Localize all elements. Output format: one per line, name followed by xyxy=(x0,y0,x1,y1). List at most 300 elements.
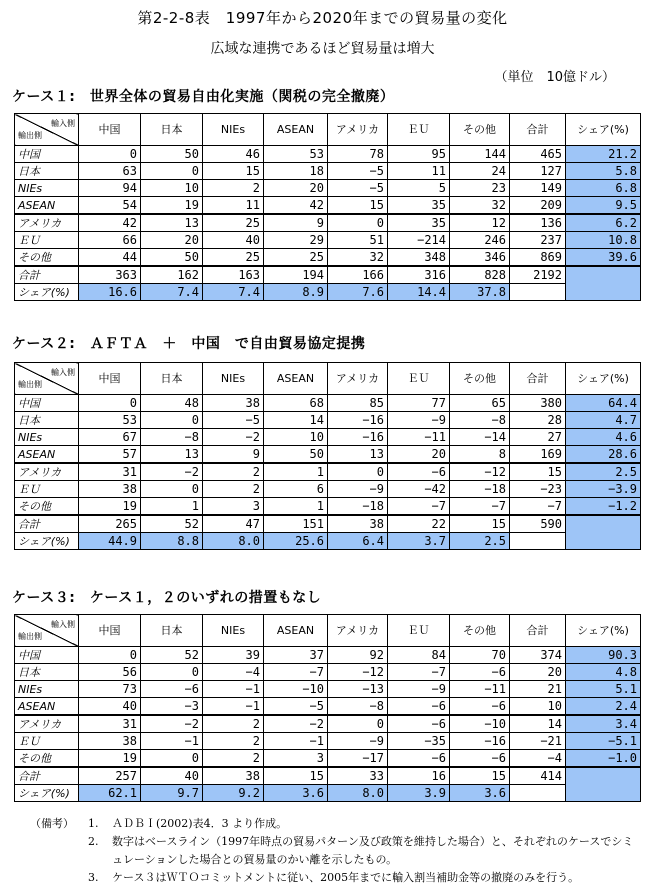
value-cell: −7 xyxy=(388,664,450,681)
value-cell: 28 xyxy=(510,412,566,429)
table-row xyxy=(15,664,641,681)
value-cell: 13 xyxy=(328,446,388,464)
share-cell: 3.4 xyxy=(566,715,641,733)
value-cell: 11 xyxy=(203,197,264,215)
value-cell: 21 xyxy=(510,681,566,698)
value-cell: 0 xyxy=(328,715,388,733)
value-cell: 380 xyxy=(510,395,566,412)
column-header: その他 xyxy=(450,363,510,395)
note-number: 3. xyxy=(88,871,99,884)
row-label: ASEAN xyxy=(15,446,79,464)
value-cell: 92 xyxy=(328,647,388,664)
share-value-cell: 37.8 xyxy=(450,284,510,301)
column-header: NIEs xyxy=(203,615,264,647)
table-row xyxy=(15,750,641,768)
row-label: アメリカ xyxy=(15,463,79,481)
blank-cell xyxy=(510,284,566,301)
value-cell: −214 xyxy=(388,232,450,249)
table-row xyxy=(15,698,641,716)
notes xyxy=(30,815,640,887)
row-label: アメリカ xyxy=(15,715,79,733)
value-cell: −2 xyxy=(203,429,264,446)
total-cell: 15 xyxy=(450,767,510,785)
value-cell: 0 xyxy=(141,750,203,768)
total-cell: 166 xyxy=(328,266,388,284)
value-cell: −11 xyxy=(450,681,510,698)
table-row xyxy=(15,498,641,516)
value-cell: 0 xyxy=(79,647,141,664)
share-value-cell: 9.2 xyxy=(203,785,264,802)
value-cell: −7 xyxy=(450,498,510,516)
row-label: 合計 xyxy=(15,266,79,284)
value-cell: 10 xyxy=(510,698,566,716)
value-cell: −6 xyxy=(388,715,450,733)
value-cell: 84 xyxy=(388,647,450,664)
value-cell: 39 xyxy=(203,647,264,664)
value-cell: −14 xyxy=(450,429,510,446)
total-cell: 414 xyxy=(510,767,566,785)
value-cell: −12 xyxy=(450,463,510,481)
value-cell: −6 xyxy=(141,681,203,698)
share-cell: 9.5 xyxy=(566,197,641,215)
case-title: ケース２: ＡＦＴＡ ＋ 中国 で自由貿易協定提携 xyxy=(12,336,366,352)
value-cell: 37 xyxy=(264,647,328,664)
value-cell: 29 xyxy=(264,232,328,249)
value-cell: 51 xyxy=(328,232,388,249)
row-label: その他 xyxy=(15,498,79,516)
note-text: 数字はベースライン（1997年時点の貿易パターン及び政策を維持した場合）と、それぞれのケースでシミュレーションした場合との貿易量のかい離を示したもの。 xyxy=(112,835,634,866)
value-cell: 52 xyxy=(141,647,203,664)
share-value-cell: 2.5 xyxy=(450,533,510,550)
value-cell: −7 xyxy=(388,498,450,516)
value-cell: 0 xyxy=(328,463,388,481)
value-cell: 9 xyxy=(264,214,328,232)
value-cell: 8 xyxy=(450,446,510,464)
column-header: シェア(%) xyxy=(566,615,641,647)
share-value-cell: 3.7 xyxy=(388,533,450,550)
exporter-label: 輸出側 xyxy=(18,131,42,140)
share-cell: 6.2 xyxy=(566,214,641,232)
column-header: アメリカ xyxy=(328,615,388,647)
value-cell: 56 xyxy=(79,664,141,681)
value-cell: −35 xyxy=(388,733,450,750)
value-cell: −9 xyxy=(388,681,450,698)
notes-header: （備考） xyxy=(30,817,74,830)
share-value-cell: 62.1 xyxy=(79,785,141,802)
note-text: ケース３はＷＴＯコミットメントに従い、2005年までに輸入割当補助金等の撤廃のみを行う。 xyxy=(112,871,580,884)
value-cell: −7 xyxy=(510,498,566,516)
value-cell: −6 xyxy=(388,750,450,768)
table-row xyxy=(15,446,641,464)
note-row xyxy=(30,833,640,869)
value-cell: −8 xyxy=(328,698,388,716)
column-header: 日本 xyxy=(141,363,203,395)
value-cell: 0 xyxy=(141,163,203,180)
total-cell: 22 xyxy=(388,515,450,533)
value-cell: 32 xyxy=(450,197,510,215)
exporter-label: 輸出側 xyxy=(18,632,42,641)
share-cell: 2.4 xyxy=(566,698,641,716)
value-cell: 73 xyxy=(79,681,141,698)
value-cell: −9 xyxy=(328,733,388,750)
value-cell: 42 xyxy=(79,214,141,232)
share-row xyxy=(15,533,641,550)
share-value-cell: 8.0 xyxy=(203,533,264,550)
value-cell: −2 xyxy=(141,463,203,481)
value-cell: 1 xyxy=(141,498,203,516)
table-row xyxy=(15,232,641,249)
share-value-cell: 14.4 xyxy=(388,284,450,301)
value-cell: −18 xyxy=(450,481,510,498)
trade-table xyxy=(14,362,641,550)
value-cell: −6 xyxy=(450,698,510,716)
importer-label: 輸入側 xyxy=(51,119,75,128)
note-row xyxy=(30,815,640,833)
value-cell: 78 xyxy=(328,146,388,163)
value-cell: 3 xyxy=(203,498,264,516)
unit-label: （単位 10億ドル） xyxy=(494,70,615,85)
share-value-cell: 7.4 xyxy=(203,284,264,301)
value-cell: 20 xyxy=(388,446,450,464)
total-cell: 15 xyxy=(450,515,510,533)
total-cell: 363 xyxy=(79,266,141,284)
share-value-cell: 44.9 xyxy=(79,533,141,550)
table-header-row xyxy=(15,363,641,395)
exporter-label: 輸出側 xyxy=(18,380,42,389)
table-header-row xyxy=(15,615,641,647)
share-value-cell: 16.6 xyxy=(79,284,141,301)
value-cell: 70 xyxy=(450,647,510,664)
share-empty-cell xyxy=(566,266,641,301)
total-cell: 15 xyxy=(264,767,328,785)
column-header: ASEAN xyxy=(264,114,328,146)
value-cell: −18 xyxy=(328,498,388,516)
value-cell: 40 xyxy=(203,232,264,249)
total-cell: 33 xyxy=(328,767,388,785)
value-cell: 144 xyxy=(450,146,510,163)
share-cell: 4.6 xyxy=(566,429,641,446)
share-cell: 21.2 xyxy=(566,146,641,163)
share-cell: 64.4 xyxy=(566,395,641,412)
row-label: シェア(%) xyxy=(15,533,79,550)
value-cell: −1 xyxy=(203,698,264,716)
column-header: 中国 xyxy=(79,363,141,395)
value-cell: 68 xyxy=(264,395,328,412)
share-cell: 39.6 xyxy=(566,249,641,267)
value-cell: 13 xyxy=(141,446,203,464)
value-cell: 10 xyxy=(141,180,203,197)
column-header: 中国 xyxy=(79,615,141,647)
value-cell: 20 xyxy=(264,180,328,197)
share-value-cell: 6.4 xyxy=(328,533,388,550)
column-header: アメリカ xyxy=(328,363,388,395)
total-cell: 257 xyxy=(79,767,141,785)
value-cell: −6 xyxy=(450,750,510,768)
value-cell: −10 xyxy=(450,715,510,733)
value-cell: −1 xyxy=(203,681,264,698)
table-row xyxy=(15,715,641,733)
value-cell: 5 xyxy=(388,180,450,197)
note-text: ＡＤＢＩ(2002)表4．3 より作成。 xyxy=(112,817,288,830)
value-cell: 85 xyxy=(328,395,388,412)
row-label: 合計 xyxy=(15,515,79,533)
total-cell: 162 xyxy=(141,266,203,284)
table-row xyxy=(15,481,641,498)
value-cell: 50 xyxy=(141,249,203,267)
value-cell: −5 xyxy=(264,698,328,716)
total-row xyxy=(15,515,641,533)
row-label: 合計 xyxy=(15,767,79,785)
row-label: 中国 xyxy=(15,647,79,664)
value-cell: −3 xyxy=(141,698,203,716)
trade-table xyxy=(14,113,641,301)
share-value-cell: 7.6 xyxy=(328,284,388,301)
value-cell: 57 xyxy=(79,446,141,464)
total-cell: 194 xyxy=(264,266,328,284)
value-cell: 50 xyxy=(264,446,328,464)
value-cell: 38 xyxy=(79,733,141,750)
total-row xyxy=(15,767,641,785)
row-label: ASEAN xyxy=(15,698,79,716)
value-cell: 20 xyxy=(141,232,203,249)
note-number: 2. xyxy=(88,835,99,848)
value-cell: −4 xyxy=(510,750,566,768)
total-cell: 265 xyxy=(79,515,141,533)
value-cell: 374 xyxy=(510,647,566,664)
value-cell: 2 xyxy=(203,481,264,498)
value-cell: 11 xyxy=(388,163,450,180)
value-cell: 237 xyxy=(510,232,566,249)
note-row xyxy=(30,869,640,887)
value-cell: 25 xyxy=(264,249,328,267)
value-cell: 14 xyxy=(264,412,328,429)
value-cell: −11 xyxy=(388,429,450,446)
value-cell: −6 xyxy=(450,664,510,681)
value-cell: 40 xyxy=(79,698,141,716)
table-row xyxy=(15,412,641,429)
value-cell: 2 xyxy=(203,463,264,481)
value-cell: 15 xyxy=(328,197,388,215)
value-cell: 0 xyxy=(79,146,141,163)
value-cell: 0 xyxy=(328,214,388,232)
value-cell: 1 xyxy=(264,463,328,481)
value-cell: 27 xyxy=(510,429,566,446)
value-cell: −42 xyxy=(388,481,450,498)
value-cell: −13 xyxy=(328,681,388,698)
column-header: NIEs xyxy=(203,114,264,146)
value-cell: 48 xyxy=(141,395,203,412)
value-cell: −2 xyxy=(264,715,328,733)
row-label: 日本 xyxy=(15,163,79,180)
share-cell: −1.0 xyxy=(566,750,641,768)
value-cell: 136 xyxy=(510,214,566,232)
value-cell: 346 xyxy=(450,249,510,267)
value-cell: 63 xyxy=(79,163,141,180)
value-cell: −5 xyxy=(328,180,388,197)
total-cell: 52 xyxy=(141,515,203,533)
share-value-cell: 8.8 xyxy=(141,533,203,550)
value-cell: 44 xyxy=(79,249,141,267)
total-cell: 47 xyxy=(203,515,264,533)
row-label: その他 xyxy=(15,249,79,267)
column-header: その他 xyxy=(450,114,510,146)
value-cell: 3 xyxy=(264,750,328,768)
column-header: 日本 xyxy=(141,615,203,647)
total-cell: 2192 xyxy=(510,266,566,284)
share-cell: −5.1 xyxy=(566,733,641,750)
total-cell: 38 xyxy=(328,515,388,533)
column-header: ASEAN xyxy=(264,615,328,647)
value-cell: 38 xyxy=(203,395,264,412)
table-row xyxy=(15,647,641,664)
value-cell: 2 xyxy=(203,180,264,197)
trade-table xyxy=(14,614,641,802)
value-cell: 23 xyxy=(450,180,510,197)
value-cell: 19 xyxy=(141,197,203,215)
case-title: ケース１: 世界全体の貿易自由化実施（関税の完全撤廃） xyxy=(12,89,395,105)
row-label: 中国 xyxy=(15,146,79,163)
value-cell: 127 xyxy=(510,163,566,180)
corner-cell xyxy=(15,615,79,647)
total-row xyxy=(15,266,641,284)
value-cell: −2 xyxy=(141,715,203,733)
column-header: 中国 xyxy=(79,114,141,146)
column-header: 合計 xyxy=(510,363,566,395)
value-cell: 38 xyxy=(79,481,141,498)
value-cell: 54 xyxy=(79,197,141,215)
share-value-cell: 7.4 xyxy=(141,284,203,301)
value-cell: 15 xyxy=(510,463,566,481)
share-cell: 4.8 xyxy=(566,664,641,681)
share-cell: 10.8 xyxy=(566,232,641,249)
row-label: その他 xyxy=(15,750,79,768)
value-cell: 31 xyxy=(79,715,141,733)
table-row xyxy=(15,180,641,197)
value-cell: 2 xyxy=(203,715,264,733)
value-cell: 2 xyxy=(203,750,264,768)
column-header: ＥＵ xyxy=(388,114,450,146)
column-header: 日本 xyxy=(141,114,203,146)
value-cell: −1 xyxy=(141,733,203,750)
share-cell: −1.2 xyxy=(566,498,641,516)
row-label: NIEs xyxy=(15,681,79,698)
column-header: ＥＵ xyxy=(388,363,450,395)
value-cell: 25 xyxy=(203,214,264,232)
blank-cell xyxy=(510,533,566,550)
column-header: アメリカ xyxy=(328,114,388,146)
table-row xyxy=(15,163,641,180)
share-cell: 28.6 xyxy=(566,446,641,464)
share-value-cell: 3.6 xyxy=(264,785,328,802)
share-cell: 2.5 xyxy=(566,463,641,481)
page-subtitle: 広域な連携であるほど貿易量は増大 xyxy=(210,41,435,57)
case-title: ケース３: ケース１，２のいずれの措置もなし xyxy=(12,590,322,606)
value-cell: −17 xyxy=(328,750,388,768)
value-cell: −9 xyxy=(328,481,388,498)
value-cell: 24 xyxy=(450,163,510,180)
value-cell: 10 xyxy=(264,429,328,446)
share-empty-cell xyxy=(566,515,641,550)
total-cell: 40 xyxy=(141,767,203,785)
row-label: NIEs xyxy=(15,429,79,446)
value-cell: 67 xyxy=(79,429,141,446)
value-cell: 209 xyxy=(510,197,566,215)
table-header-row xyxy=(15,114,641,146)
value-cell: 95 xyxy=(388,146,450,163)
corner-cell xyxy=(15,114,79,146)
row-label: シェア(%) xyxy=(15,284,79,301)
value-cell: 14 xyxy=(510,715,566,733)
row-label: ＥＵ xyxy=(15,733,79,750)
table-row xyxy=(15,733,641,750)
value-cell: 15 xyxy=(203,163,264,180)
table-row xyxy=(15,429,641,446)
share-cell: −3.9 xyxy=(566,481,641,498)
total-cell: 16 xyxy=(388,767,450,785)
row-label: NIEs xyxy=(15,180,79,197)
table-row xyxy=(15,463,641,481)
value-cell: 1 xyxy=(264,498,328,516)
value-cell: 32 xyxy=(328,249,388,267)
value-cell: 465 xyxy=(510,146,566,163)
value-cell: −1 xyxy=(264,733,328,750)
value-cell: 94 xyxy=(79,180,141,197)
share-empty-cell xyxy=(566,767,641,802)
value-cell: 65 xyxy=(450,395,510,412)
share-cell: 5.8 xyxy=(566,163,641,180)
value-cell: −8 xyxy=(450,412,510,429)
column-header: シェア(%) xyxy=(566,114,641,146)
value-cell: 19 xyxy=(79,498,141,516)
share-value-cell: 8.9 xyxy=(264,284,328,301)
row-label: 中国 xyxy=(15,395,79,412)
value-cell: 149 xyxy=(510,180,566,197)
value-cell: −16 xyxy=(328,412,388,429)
column-header: 合計 xyxy=(510,114,566,146)
value-cell: 246 xyxy=(450,232,510,249)
row-label: 日本 xyxy=(15,412,79,429)
value-cell: 66 xyxy=(79,232,141,249)
value-cell: 19 xyxy=(79,750,141,768)
column-header: 合計 xyxy=(510,615,566,647)
share-cell: 5.1 xyxy=(566,681,641,698)
row-label: ＥＵ xyxy=(15,232,79,249)
value-cell: −23 xyxy=(510,481,566,498)
value-cell: 35 xyxy=(388,197,450,215)
table-row xyxy=(15,249,641,267)
share-value-cell: 25.6 xyxy=(264,533,328,550)
total-cell: 828 xyxy=(450,266,510,284)
table-row xyxy=(15,395,641,412)
total-cell: 590 xyxy=(510,515,566,533)
value-cell: −4 xyxy=(203,664,264,681)
share-value-cell: 9.7 xyxy=(141,785,203,802)
value-cell: 77 xyxy=(388,395,450,412)
page-title: 第2-2-8表 1997年から2020年までの貿易量の変化 xyxy=(137,9,508,27)
value-cell: −6 xyxy=(388,463,450,481)
value-cell: −9 xyxy=(388,412,450,429)
value-cell: 25 xyxy=(203,249,264,267)
share-value-cell: 8.0 xyxy=(328,785,388,802)
note-number: 1. xyxy=(88,817,99,830)
importer-label: 輸入側 xyxy=(51,368,75,377)
value-cell: −16 xyxy=(450,733,510,750)
total-cell: 38 xyxy=(203,767,264,785)
value-cell: 13 xyxy=(141,214,203,232)
table-row xyxy=(15,681,641,698)
row-label: 日本 xyxy=(15,664,79,681)
column-header: その他 xyxy=(450,615,510,647)
